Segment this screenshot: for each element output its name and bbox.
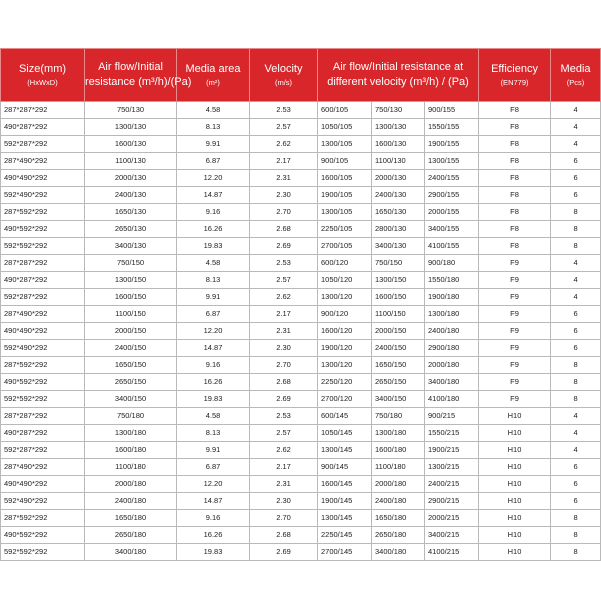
table-row — [1, 170, 601, 187]
airflow-mid-cell: 750/150 — [372, 255, 425, 272]
media-area-cell: 16.26 — [177, 527, 250, 544]
airflow-mid-cell: 1300/130 — [372, 119, 425, 136]
media-area-cell: 6.87 — [177, 459, 250, 476]
airflow-low-cell: 2700/120 — [318, 391, 372, 408]
airflow-cell: 2400/150 — [85, 340, 177, 357]
media-count-cell: 6 — [551, 476, 601, 493]
media-count-cell: 4 — [551, 102, 601, 119]
velocity-cell: 2.57 — [250, 425, 318, 442]
size-cell: 490*287*292 — [1, 119, 85, 136]
airflow-low-cell: 1900/145 — [318, 493, 372, 510]
table-row — [1, 119, 601, 136]
efficiency-cell: H10 — [479, 493, 551, 510]
size-cell: 592*287*292 — [1, 289, 85, 306]
media-area-cell: 8.13 — [177, 119, 250, 136]
media-count-cell: 4 — [551, 425, 601, 442]
table-row — [1, 493, 601, 510]
table-row — [1, 289, 601, 306]
airflow-cell: 3400/130 — [85, 238, 177, 255]
media-count-cell: 8 — [551, 510, 601, 527]
airflow-mid-cell: 2000/180 — [372, 476, 425, 493]
efficiency-cell: H10 — [479, 408, 551, 425]
velocity-cell: 2.62 — [250, 289, 318, 306]
media-count-cell: 8 — [551, 544, 601, 561]
velocity-cell: 2.68 — [250, 374, 318, 391]
media-count-cell: 6 — [551, 187, 601, 204]
media-count-cell: 6 — [551, 493, 601, 510]
airflow-high-cell: 4100/155 — [425, 238, 479, 255]
airflow-low-cell: 1300/120 — [318, 289, 372, 306]
airflow-high-cell: 1550/215 — [425, 425, 479, 442]
airflow-mid-cell: 2000/130 — [372, 170, 425, 187]
airflow-cell: 1100/130 — [85, 153, 177, 170]
airflow-mid-cell: 3400/130 — [372, 238, 425, 255]
velocity-cell: 2.30 — [250, 493, 318, 510]
airflow-low-cell: 900/145 — [318, 459, 372, 476]
media-count-cell: 8 — [551, 374, 601, 391]
airflow-cell: 1100/180 — [85, 459, 177, 476]
size-cell: 287*490*292 — [1, 153, 85, 170]
airflow-low-cell: 1050/145 — [318, 425, 372, 442]
table-row — [1, 425, 601, 442]
efficiency-cell: F9 — [479, 306, 551, 323]
media-count-cell: 8 — [551, 527, 601, 544]
velocity-cell: 2.31 — [250, 170, 318, 187]
header-efficiency: Efficiency (EN779) — [479, 49, 551, 102]
media-count-cell: 4 — [551, 119, 601, 136]
size-cell: 287*490*292 — [1, 459, 85, 476]
airflow-low-cell: 1300/105 — [318, 204, 372, 221]
airflow-cell: 750/180 — [85, 408, 177, 425]
media-count-cell: 8 — [551, 221, 601, 238]
efficiency-cell: F9 — [479, 391, 551, 408]
velocity-cell: 2.57 — [250, 272, 318, 289]
size-cell: 490*490*292 — [1, 170, 85, 187]
airflow-cell: 1300/130 — [85, 119, 177, 136]
size-cell: 287*287*292 — [1, 255, 85, 272]
size-cell: 490*287*292 — [1, 272, 85, 289]
table-row — [1, 527, 601, 544]
header-media: Media (Pcs) — [551, 49, 601, 102]
table-row — [1, 323, 601, 340]
size-cell: 592*287*292 — [1, 136, 85, 153]
size-cell: 287*592*292 — [1, 357, 85, 374]
airflow-high-cell: 3400/180 — [425, 374, 479, 391]
airflow-cell: 1650/130 — [85, 204, 177, 221]
efficiency-cell: F8 — [479, 187, 551, 204]
table-row — [1, 204, 601, 221]
media-area-cell: 9.16 — [177, 357, 250, 374]
airflow-mid-cell: 1600/130 — [372, 136, 425, 153]
size-cell: 592*592*292 — [1, 544, 85, 561]
airflow-mid-cell: 3400/180 — [372, 544, 425, 561]
media-count-cell: 6 — [551, 340, 601, 357]
airflow-cell: 1650/150 — [85, 357, 177, 374]
airflow-cell: 1600/150 — [85, 289, 177, 306]
airflow-low-cell: 2700/105 — [318, 238, 372, 255]
airflow-high-cell: 1900/155 — [425, 136, 479, 153]
airflow-mid-cell: 750/130 — [372, 102, 425, 119]
velocity-cell: 2.62 — [250, 442, 318, 459]
airflow-high-cell: 3400/215 — [425, 527, 479, 544]
media-count-cell: 6 — [551, 153, 601, 170]
airflow-mid-cell: 1300/180 — [372, 425, 425, 442]
airflow-low-cell: 1050/105 — [318, 119, 372, 136]
airflow-mid-cell: 1100/130 — [372, 153, 425, 170]
media-area-cell: 9.91 — [177, 136, 250, 153]
airflow-cell: 1100/150 — [85, 306, 177, 323]
media-area-cell: 9.16 — [177, 510, 250, 527]
airflow-high-cell: 900/180 — [425, 255, 479, 272]
media-count-cell: 8 — [551, 357, 601, 374]
velocity-cell: 2.70 — [250, 204, 318, 221]
efficiency-cell: F9 — [479, 323, 551, 340]
size-cell: 490*592*292 — [1, 527, 85, 544]
size-cell: 490*490*292 — [1, 476, 85, 493]
airflow-cell: 1300/180 — [85, 425, 177, 442]
airflow-high-cell: 2900/155 — [425, 187, 479, 204]
airflow-high-cell: 1550/180 — [425, 272, 479, 289]
size-cell: 592*490*292 — [1, 340, 85, 357]
airflow-mid-cell: 1100/150 — [372, 306, 425, 323]
media-area-cell: 16.26 — [177, 374, 250, 391]
airflow-mid-cell: 2400/180 — [372, 493, 425, 510]
velocity-cell: 2.70 — [250, 510, 318, 527]
airflow-low-cell: 1300/105 — [318, 136, 372, 153]
size-cell: 592*592*292 — [1, 391, 85, 408]
airflow-low-cell: 900/105 — [318, 153, 372, 170]
efficiency-cell: H10 — [479, 544, 551, 561]
efficiency-cell: H10 — [479, 425, 551, 442]
airflow-cell: 3400/180 — [85, 544, 177, 561]
size-cell: 287*592*292 — [1, 510, 85, 527]
airflow-high-cell: 900/215 — [425, 408, 479, 425]
velocity-cell: 2.53 — [250, 408, 318, 425]
media-area-cell: 19.83 — [177, 238, 250, 255]
efficiency-cell: F8 — [479, 204, 551, 221]
airflow-cell: 750/130 — [85, 102, 177, 119]
media-count-cell: 8 — [551, 204, 601, 221]
table-row — [1, 102, 601, 119]
efficiency-cell: F8 — [479, 136, 551, 153]
airflow-cell: 2000/180 — [85, 476, 177, 493]
table-row — [1, 340, 601, 357]
table-row — [1, 510, 601, 527]
airflow-mid-cell: 2000/150 — [372, 323, 425, 340]
media-count-cell: 8 — [551, 391, 601, 408]
airflow-cell: 1600/180 — [85, 442, 177, 459]
airflow-low-cell: 1600/120 — [318, 323, 372, 340]
media-area-cell: 19.83 — [177, 391, 250, 408]
size-cell: 490*287*292 — [1, 425, 85, 442]
airflow-low-cell: 1300/120 — [318, 357, 372, 374]
efficiency-cell: F9 — [479, 272, 551, 289]
table-row — [1, 357, 601, 374]
size-cell: 592*287*292 — [1, 442, 85, 459]
airflow-high-cell: 2900/215 — [425, 493, 479, 510]
airflow-low-cell: 900/120 — [318, 306, 372, 323]
media-area-cell: 8.13 — [177, 425, 250, 442]
table-row — [1, 272, 601, 289]
airflow-cell: 2650/180 — [85, 527, 177, 544]
filter-spec-table — [0, 48, 601, 561]
airflow-low-cell: 2250/105 — [318, 221, 372, 238]
airflow-low-cell: 1300/145 — [318, 442, 372, 459]
airflow-low-cell: 600/105 — [318, 102, 372, 119]
table-row — [1, 374, 601, 391]
airflow-high-cell: 1900/215 — [425, 442, 479, 459]
size-cell: 287*490*292 — [1, 306, 85, 323]
media-count-cell: 4 — [551, 442, 601, 459]
airflow-high-cell: 1550/155 — [425, 119, 479, 136]
airflow-cell: 2000/150 — [85, 323, 177, 340]
media-count-cell: 6 — [551, 323, 601, 340]
airflow-mid-cell: 2800/130 — [372, 221, 425, 238]
media-area-cell: 9.16 — [177, 204, 250, 221]
airflow-high-cell: 1300/155 — [425, 153, 479, 170]
airflow-cell: 2400/180 — [85, 493, 177, 510]
table-row — [1, 408, 601, 425]
size-cell: 490*592*292 — [1, 221, 85, 238]
velocity-cell: 2.17 — [250, 459, 318, 476]
efficiency-cell: H10 — [479, 510, 551, 527]
table-row — [1, 391, 601, 408]
table-row — [1, 153, 601, 170]
media-area-cell: 12.20 — [177, 476, 250, 493]
media-count-cell: 4 — [551, 289, 601, 306]
airflow-high-cell: 1900/180 — [425, 289, 479, 306]
media-area-cell: 12.20 — [177, 323, 250, 340]
efficiency-cell: F9 — [479, 289, 551, 306]
airflow-mid-cell: 2400/130 — [372, 187, 425, 204]
velocity-cell: 2.30 — [250, 187, 318, 204]
airflow-high-cell: 2400/155 — [425, 170, 479, 187]
airflow-low-cell: 2250/120 — [318, 374, 372, 391]
velocity-cell: 2.69 — [250, 238, 318, 255]
efficiency-cell: F8 — [479, 102, 551, 119]
size-cell: 287*592*292 — [1, 204, 85, 221]
airflow-mid-cell: 1100/180 — [372, 459, 425, 476]
media-count-cell: 4 — [551, 408, 601, 425]
size-cell: 490*592*292 — [1, 374, 85, 391]
media-area-cell: 6.87 — [177, 306, 250, 323]
media-area-cell: 14.87 — [177, 187, 250, 204]
airflow-mid-cell: 1300/150 — [372, 272, 425, 289]
velocity-cell: 2.69 — [250, 544, 318, 561]
velocity-cell: 2.68 — [250, 221, 318, 238]
velocity-cell: 2.17 — [250, 306, 318, 323]
media-area-cell: 4.58 — [177, 255, 250, 272]
size-cell: 490*490*292 — [1, 323, 85, 340]
size-cell: 287*287*292 — [1, 102, 85, 119]
airflow-mid-cell: 1650/150 — [372, 357, 425, 374]
airflow-cell: 1600/130 — [85, 136, 177, 153]
size-cell: 592*490*292 — [1, 493, 85, 510]
media-area-cell: 12.20 — [177, 170, 250, 187]
airflow-low-cell: 1900/105 — [318, 187, 372, 204]
efficiency-cell: F8 — [479, 221, 551, 238]
efficiency-cell: H10 — [479, 476, 551, 493]
media-area-cell: 16.26 — [177, 221, 250, 238]
size-cell: 592*592*292 — [1, 238, 85, 255]
header-airflow: Air flow/Initial resistance (m³/h)/(Pa) — [85, 49, 177, 102]
velocity-cell: 2.53 — [250, 255, 318, 272]
airflow-low-cell: 1900/120 — [318, 340, 372, 357]
table-header — [1, 49, 601, 102]
airflow-mid-cell: 1650/130 — [372, 204, 425, 221]
airflow-high-cell: 3400/155 — [425, 221, 479, 238]
velocity-cell: 2.69 — [250, 391, 318, 408]
airflow-mid-cell: 1600/180 — [372, 442, 425, 459]
airflow-low-cell: 1050/120 — [318, 272, 372, 289]
velocity-cell: 2.70 — [250, 357, 318, 374]
velocity-cell: 2.68 — [250, 527, 318, 544]
airflow-high-cell: 2000/215 — [425, 510, 479, 527]
efficiency-cell: H10 — [479, 442, 551, 459]
airflow-high-cell: 1300/180 — [425, 306, 479, 323]
efficiency-cell: F9 — [479, 255, 551, 272]
efficiency-cell: F9 — [479, 340, 551, 357]
size-cell: 592*490*292 — [1, 187, 85, 204]
media-area-cell: 4.58 — [177, 102, 250, 119]
media-area-cell: 6.87 — [177, 153, 250, 170]
airflow-low-cell: 600/120 — [318, 255, 372, 272]
airflow-high-cell: 900/155 — [425, 102, 479, 119]
media-area-cell: 9.91 — [177, 289, 250, 306]
airflow-cell: 1650/180 — [85, 510, 177, 527]
media-area-cell: 9.91 — [177, 442, 250, 459]
efficiency-cell: F8 — [479, 119, 551, 136]
table-row — [1, 255, 601, 272]
table-row — [1, 476, 601, 493]
airflow-high-cell: 2000/155 — [425, 204, 479, 221]
airflow-high-cell: 2400/180 — [425, 323, 479, 340]
airflow-cell: 1300/150 — [85, 272, 177, 289]
airflow-mid-cell: 1600/150 — [372, 289, 425, 306]
media-area-cell: 19.83 — [177, 544, 250, 561]
airflow-high-cell: 1300/215 — [425, 459, 479, 476]
velocity-cell: 2.57 — [250, 119, 318, 136]
airflow-mid-cell: 3400/150 — [372, 391, 425, 408]
airflow-high-cell: 2400/215 — [425, 476, 479, 493]
table-row — [1, 221, 601, 238]
airflow-low-cell: 600/145 — [318, 408, 372, 425]
media-count-cell: 4 — [551, 255, 601, 272]
size-cell: 287*287*292 — [1, 408, 85, 425]
airflow-mid-cell: 750/180 — [372, 408, 425, 425]
airflow-low-cell: 1600/105 — [318, 170, 372, 187]
airflow-high-cell: 4100/180 — [425, 391, 479, 408]
media-area-cell: 4.58 — [177, 408, 250, 425]
media-area-cell: 14.87 — [177, 340, 250, 357]
airflow-high-cell: 2000/180 — [425, 357, 479, 374]
airflow-low-cell: 2700/145 — [318, 544, 372, 561]
table-row — [1, 187, 601, 204]
velocity-cell: 2.30 — [250, 340, 318, 357]
efficiency-cell: F9 — [479, 374, 551, 391]
media-count-cell: 4 — [551, 136, 601, 153]
velocity-cell: 2.53 — [250, 102, 318, 119]
media-count-cell: 6 — [551, 170, 601, 187]
table-body — [1, 102, 601, 561]
efficiency-cell: F8 — [479, 238, 551, 255]
velocity-cell: 2.17 — [250, 153, 318, 170]
table-row — [1, 459, 601, 476]
velocity-cell: 2.62 — [250, 136, 318, 153]
airflow-low-cell: 2250/145 — [318, 527, 372, 544]
airflow-low-cell: 1300/145 — [318, 510, 372, 527]
table-row — [1, 442, 601, 459]
media-area-cell: 8.13 — [177, 272, 250, 289]
table-row — [1, 136, 601, 153]
airflow-low-cell: 1600/145 — [318, 476, 372, 493]
airflow-mid-cell: 2650/150 — [372, 374, 425, 391]
media-count-cell: 4 — [551, 272, 601, 289]
airflow-cell: 2650/150 — [85, 374, 177, 391]
efficiency-cell: F8 — [479, 170, 551, 187]
airflow-cell: 3400/150 — [85, 391, 177, 408]
header-size: Size(mm) (HxWxD) — [1, 49, 85, 102]
velocity-cell: 2.31 — [250, 476, 318, 493]
efficiency-cell: F9 — [479, 357, 551, 374]
media-count-cell: 8 — [551, 238, 601, 255]
airflow-high-cell: 2900/180 — [425, 340, 479, 357]
efficiency-cell: H10 — [479, 459, 551, 476]
header-velocity: Velocity (m/s) — [250, 49, 318, 102]
airflow-mid-cell: 1650/180 — [372, 510, 425, 527]
header-row — [1, 49, 601, 102]
airflow-cell: 750/150 — [85, 255, 177, 272]
airflow-mid-cell: 2400/150 — [372, 340, 425, 357]
table-row — [1, 238, 601, 255]
table-row — [1, 544, 601, 561]
media-count-cell: 6 — [551, 459, 601, 476]
airflow-mid-cell: 2650/180 — [372, 527, 425, 544]
velocity-cell: 2.31 — [250, 323, 318, 340]
header-media-area: Media area (m²) — [177, 49, 250, 102]
media-count-cell: 6 — [551, 306, 601, 323]
media-area-cell: 14.87 — [177, 493, 250, 510]
airflow-cell: 2400/130 — [85, 187, 177, 204]
airflow-high-cell: 4100/215 — [425, 544, 479, 561]
airflow-cell: 2650/130 — [85, 221, 177, 238]
header-airflow-different-velocity: Air flow/Initial resistance at different velocity (m³/h) / (Pa) — [318, 49, 479, 102]
table-row — [1, 306, 601, 323]
efficiency-cell: H10 — [479, 527, 551, 544]
efficiency-cell: F8 — [479, 153, 551, 170]
airflow-cell: 2000/130 — [85, 170, 177, 187]
